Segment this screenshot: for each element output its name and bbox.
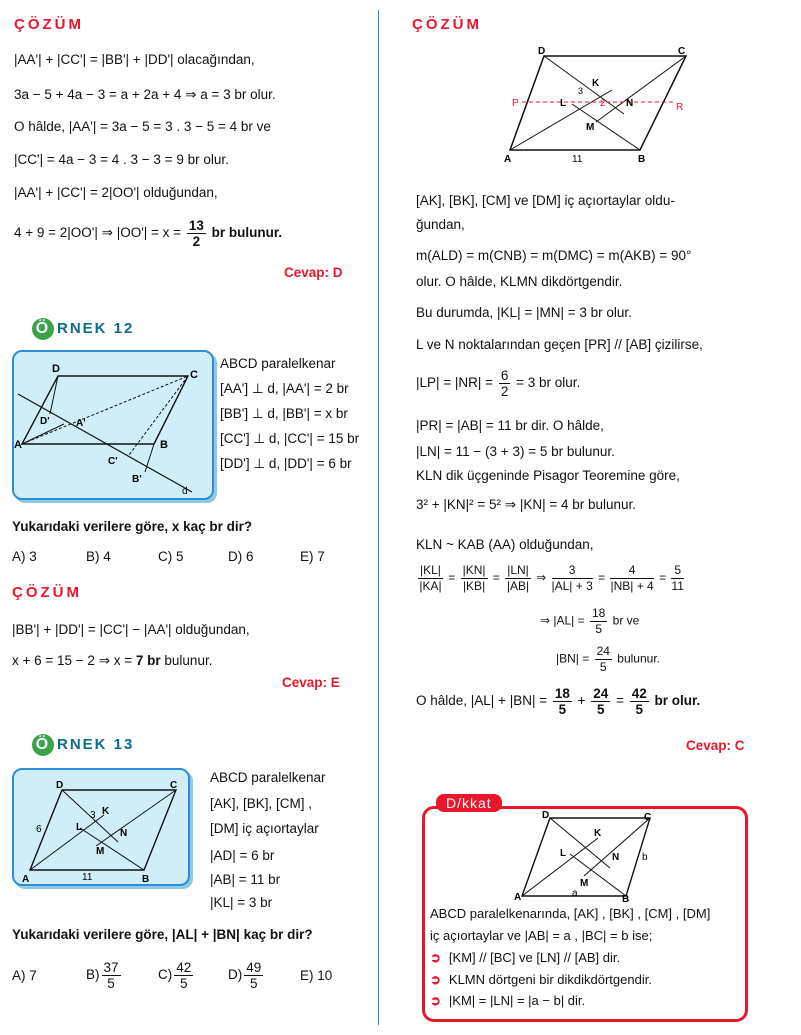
ornek12-given-3: [BB'] ⊥ d, |BB'| = x br (220, 406, 348, 421)
ornek12-label-D: D (52, 363, 60, 375)
ornek13-given-2: [AK], [BK], [CM] , (210, 796, 313, 811)
ornek13-label-L: L (76, 822, 83, 833)
dikkat-diagram (514, 810, 654, 902)
cozum2-line-2: x + 6 = 15 − 2 ⇒ x = 7 br bulunur. (12, 653, 213, 668)
ornek12-question: Yukarıdaki verilere göre, x kaç br dir? (12, 519, 253, 534)
cozum-right-diagram (500, 44, 700, 166)
ornek13-diagram (14, 770, 188, 884)
right-label-K: K (592, 78, 600, 89)
right-label-N: N (626, 98, 634, 109)
ornek12-option-e[interactable]: E) 7 (300, 549, 325, 564)
ornek12-label-d: d (182, 486, 188, 497)
ornek13-label-B: B (142, 874, 150, 884)
ornek12-label-Dp: D' (40, 416, 50, 427)
dikkat-label-K: K (594, 828, 602, 839)
cozum-header-right: ÇÖZÜM (412, 16, 482, 33)
ornek13-figure (12, 768, 190, 886)
ornek12-label-A: A (14, 439, 22, 451)
right-answer: Cevap: C (686, 738, 745, 753)
ornek13-label-D: D (56, 780, 64, 791)
right-line-5: Bu durumda, |KL| = |MN| = 3 br olur. (416, 305, 632, 320)
dikkat-line-2: iç açıortaylar ve |AB| = a , |BC| = b ise; (430, 928, 653, 943)
ornek13-label-K: K (102, 806, 110, 817)
ornek12-label-Bp: B' (132, 474, 142, 485)
right-line2-3: KLN dik üçgeninde Pisagor Teoremine göre, (416, 468, 680, 483)
ornek12-o-badge: Ö (32, 318, 54, 340)
right-line-6: L ve N noktalarından geçen [PR] // [AB] çizilirse, (416, 337, 703, 352)
dikkat-bullet-2: ➲ KLMN dörtgeni bir dikdikdörtgendir. (430, 972, 652, 987)
ornek13-label-M: M (96, 846, 105, 857)
dikkat-label-C: C (644, 812, 652, 823)
cozum1-line-1: |AA'| + |CC'| = |BB'| + |DD'| olacağından, (14, 52, 255, 67)
ornek12-option-a[interactable]: A) 3 (12, 549, 37, 564)
ornek13-option-d[interactable]: D) $\frac{49}{5}$ (228, 960, 262, 991)
right-line2-4: 3² + |KN|² = 5² ⇒ |KN| = 4 br bulunur. (416, 497, 637, 512)
ornek13-given-4: |AD| = 6 br (210, 848, 275, 863)
right-line2-2: |LN| = 11 − (3 + 3) = 5 br bulunur. (416, 444, 615, 459)
arrow-icon: ➲ (430, 993, 441, 1008)
column-divider (378, 10, 379, 1025)
ornek13-label-6: 6 (36, 824, 42, 835)
ornek12-label-Cp: C' (108, 456, 118, 467)
dikkat-label-N: N (612, 852, 620, 863)
ornek12-title: Ö RNEK 12 (32, 318, 134, 340)
right-lp-line: |LP| = |NR| = $\frac{6}{2}$ = 3 br olur. (416, 368, 581, 399)
ornek12-given-4: [CC'] ⊥ d, |CC'| = 15 br (220, 431, 360, 446)
cozum1-line-3: O hâlde, |AA'| = 3a − 5 = 3 . 3 − 5 = 4 br ve (14, 119, 271, 134)
ornek12-option-d[interactable]: D) 6 (228, 549, 254, 564)
ornek12-given-5: [DD'] ⊥ d, |DD'| = 6 br (220, 456, 352, 471)
ornek13-option-c[interactable]: C) $\frac{42}{5}$ (158, 960, 192, 991)
ornek12-label-B: B (160, 439, 168, 451)
right-label-D: D (538, 46, 546, 57)
ornek12-label-C: C (190, 369, 198, 381)
ornek13-label-3: 3 (90, 810, 96, 821)
cozum2-answer: Cevap: E (282, 675, 340, 690)
ornek13-given-6: |KL| = 3 br (210, 895, 273, 910)
dikkat-bullet-3: ➲ |KM| = |LN| = |a − b| dir. (430, 993, 586, 1008)
ornek12-given-2: [AA'] ⊥ d, |AA'| = 2 br (220, 381, 349, 396)
right-label-P: P (512, 98, 519, 109)
right-label-11: 11 (572, 154, 583, 165)
ornek12-given-1: ABCD paralelkenar (220, 356, 336, 371)
ornek12-option-b[interactable]: B) 4 (86, 549, 111, 564)
right-al-line: ⇒ |AL| = $\frac{18}{5}$ br ve (540, 606, 640, 636)
right-ratio-line: $\frac{|KL|}{|KA|}$ = $\frac{|KN|}{|KB|}$ = $\frac{|LN|}{|AB|}$ ⇒ $\frac{3}{|AL| + 3}$ = $\frac{4}{|NB| + 4}$ = $\frac{5}{11}$ (419, 563, 684, 593)
cozum1-answer: Cevap: D (284, 265, 343, 280)
ornek13-given-3: [DM] iç açıortaylar (210, 821, 319, 836)
dikkat-label-B: B (622, 894, 630, 902)
right-line-2: ğundan, (416, 217, 465, 232)
right-line-4: olur. O hâlde, KLMN dikdörtgendir. (416, 274, 623, 289)
cozum1-line-2: 3a − 5 + 4a − 3 = a + 2a + 4 ⇒ a = 3 br olur. (14, 87, 276, 102)
dikkat-label-D: D (542, 810, 550, 821)
ornek13-option-a[interactable]: A) 7 (12, 968, 37, 983)
ornek13-option-e[interactable]: E) 10 (300, 968, 333, 983)
right-label-M: M (586, 122, 595, 133)
dikkat-label-b: b (642, 852, 648, 863)
cozum-header-2: ÇÖZÜM (12, 584, 82, 601)
cozum1-line-4: |CC'| = 4a − 3 = 4 . 3 − 3 = 9 br olur. (14, 152, 229, 167)
cozum-header-1: ÇÖZÜM (14, 16, 84, 33)
right-line2-5: KLN ~ KAB (AA) olduğundan, (416, 537, 594, 552)
right-label-3: 3 (578, 86, 584, 96)
dikkat-bullet-1: ➲ [KM] // [BC] ve [LN] // [AB] dir. (430, 950, 621, 965)
dikkat-tag: D/kkat (436, 794, 502, 812)
dikkat-label-L: L (560, 848, 567, 859)
right-label-L: L (560, 98, 567, 109)
right-line2-1: |PR| = |AB| = 11 br dir. O hâlde, (416, 418, 604, 433)
ornek13-option-b[interactable]: B) $\frac{37}{5}$ (86, 960, 119, 991)
ornek13-given-5: |AB| = 11 br (210, 872, 281, 887)
dikkat-label-A: A (514, 892, 522, 902)
right-line-1: [AK], [BK], [CM] ve [DM] iç açıortaylar oldu- (416, 193, 675, 208)
right-line-3: m(ALD) = m(CNB) = m(DMC) = m(AKB) = 90° (416, 248, 692, 263)
dikkat-label-M: M (580, 878, 589, 889)
right-label-R: R (676, 102, 684, 113)
right-bn-line: |BN| = $\frac{24}{5}$ bulunur. (556, 644, 660, 674)
arrow-icon: ➲ (430, 950, 441, 965)
cozum1-line-6: 4 + 9 = 2|OO'| ⇒ |OO'| = x = $\frac{13}{2}$ br bulunur. (14, 218, 283, 249)
right-label-B: B (638, 154, 646, 165)
ornek13-label-11: 11 (82, 872, 93, 883)
ornek12-diagram (14, 352, 212, 498)
ornek13-o-badge: Ö (32, 734, 54, 756)
ornek13-question: Yukarıdaki verilere göre, |AL| + |BN| kaç br dir? (12, 927, 313, 942)
ornek12-label-Ap: A' (76, 418, 86, 429)
right-label-A: A (504, 154, 512, 165)
dikkat-line-1: ABCD paralelkenarında, [AK] , [BK] , [CM] , [DM] (430, 906, 711, 921)
cozum1-line-5: |AA'| + |CC'| = 2|OO'| olduğundan, (14, 185, 218, 200)
arrow-icon: ➲ (430, 972, 441, 987)
right-final-line: O hâlde, |AL| + |BN| = $\frac{18}{5}$ + $\frac{24}{5}$ = $\frac{42}{5}$ br olur. (416, 686, 701, 717)
ornek13-given-1: ABCD paralelkenar (210, 770, 326, 785)
right-label-C: C (678, 46, 686, 57)
dikkat-label-a: a (572, 888, 578, 899)
right-label-2: 2 (600, 98, 606, 108)
cozum2-line-1: |BB'| + |DD'| = |CC'| − |AA'| olduğundan, (12, 622, 250, 637)
ornek12-figure (12, 350, 214, 500)
ornek12-option-c[interactable]: C) 5 (158, 549, 184, 564)
ornek13-title: Ö RNEK 13 (32, 734, 134, 756)
ornek13-label-N: N (120, 828, 128, 839)
ornek13-label-C: C (170, 780, 178, 791)
ornek13-label-A: A (22, 874, 30, 884)
